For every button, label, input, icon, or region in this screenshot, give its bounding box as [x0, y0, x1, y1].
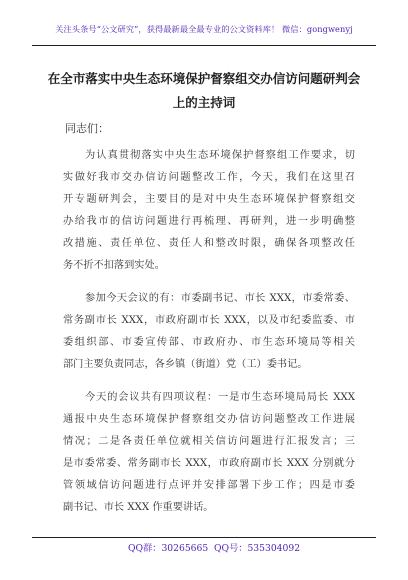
paragraph-1-line-2: 实做好我市交办信访问题整改工作，今天，我们在这里召	[63, 172, 355, 183]
document-title-line-1: 在全市落实中央生态环境保护督察组交办信访问题研判会	[47, 71, 361, 86]
header-note: 关注头条号“公文研究”，获得最新最全最专业的公文资料库！ 微信：gongwenyj	[55, 24, 353, 34]
paragraph-2-line-3: 委组织部、市委宣传部、市政府办、市生态环境局等相关	[63, 337, 355, 348]
paragraph-1-line-6: 务不折不扣落到实处。	[63, 260, 165, 271]
paragraph-2-line-4: 部门主要负责同志，各乡镇（街道）党（工）委书记。	[63, 359, 308, 370]
paragraph-3-line-3: 情况；二是各责任单位就相关信访问题进行汇报发言；三	[63, 436, 355, 447]
paragraph-2-line-1: 参加今天会议的有：市委副书记、市长 XXX，市委常委、	[85, 293, 355, 304]
footer-divider	[32, 537, 376, 538]
paragraph-1-line-4: 办给我市的信访问题进行再梳理、再研判，进一步明确整	[63, 216, 355, 227]
document-title-line-2: 上的主持词	[172, 95, 236, 110]
paragraph-3-line-5: 管领域信访问题进行点评并安排部署下步工作；四是市委	[63, 480, 355, 491]
footer-qq-number: QQ号：535304092	[214, 543, 301, 554]
paragraph-1-line-5: 改措施、责任单位、责任人和整改时限，确保各项整改任	[63, 238, 355, 249]
paragraph-3-line-6: 副书记、市长 XXX 作重要讲话。	[63, 502, 214, 513]
paragraph-1-line-3: 开专题研判会，主要目的是对中央生态环境保护督察组交	[63, 194, 355, 205]
paragraph-3-line-2: 通报中央生态环境保护督察组交办信访问题整改工作进展	[63, 414, 355, 425]
header-divider	[32, 45, 376, 46]
paragraph-1-line-1: 为认真贯彻落实中央生态环境保护督察组工作要求，切	[85, 150, 355, 161]
paragraph-3-line-1: 今天的会议共有四项议程：一是市生态环境局局长 XXX	[85, 392, 355, 403]
footer-qq-group: QQ群：30265665	[128, 543, 209, 554]
salutation: 同志们：	[65, 122, 109, 135]
paragraph-2-line-2: 常务副市长 XXX，市政府副市长 XXX，以及市纪委监委、市	[63, 315, 355, 326]
paragraph-3-line-4: 是市委常委、常务副市长 XXX，市政府副市长 XXX 分别就分	[63, 458, 355, 469]
